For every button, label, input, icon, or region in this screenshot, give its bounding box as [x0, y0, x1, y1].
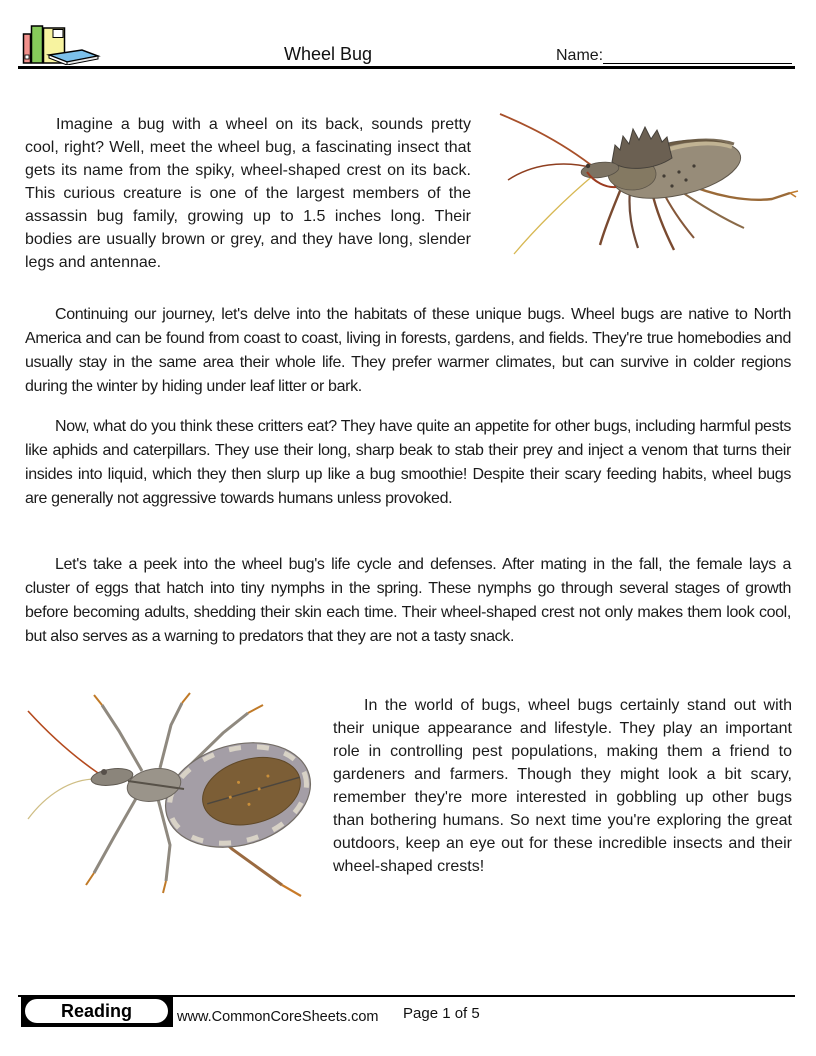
wheel-bug-side-photo	[494, 98, 800, 258]
header-divider	[18, 66, 795, 69]
paragraph-diet: Now, what do you think these critters eat? They have quite an appetite for other bugs, including harmful pests like aphids and caterpillars. They use their long, sharp beak to stab their prey and inject a venom that turns their insides into liquid, which they then slurp up like a bug smoothie! Despite their scary feeding habits, wheel bugs are generally not aggressive towards humans unless provoked.	[25, 418, 791, 507]
paragraph-intro: Imagine a bug with a wheel on its back, sounds pretty cool, right? Well, meet the wheel bug, a fascinating insect that gets its name from the spiky, wheel-shaped crest on its back. This curious creature is one of the largest members of the assassin bug family, growing up to 1.5 inches long. Their bodies are usually brown or grey, and they have long, slender legs and antennae.	[25, 116, 471, 271]
name-write-line	[603, 63, 792, 64]
paragraph-habitat: Continuing our journey, let's delve into the habitats of these unique bugs. Wheel bugs are native to North America and can be found from coast to coast, living in forests, gardens, and fields. They're true homebodies and usually stay in the same area their whole life. They prefer warmer climates, but can survive in colder regions during the winter by hiding under leaf litter or bark.	[25, 306, 791, 395]
reading-badge	[21, 996, 173, 1027]
paragraph-conclusion: In the world of bugs, wheel bugs certainly stand out with their unique appearance and lifestyle. They play an important role in controlling pest populations, making them a friend to gardeners and farmers. Though they might look a bit scary, remember they're more interested in gobbling up other bugs than bothering humans. So next time you're exploring the great outdoors, keep an eye out for these incredible insects and their wheel-shaped crests!	[333, 697, 792, 875]
reading-badge-label: Reading	[25, 999, 168, 1023]
page-title: Wheel Bug	[283, 44, 373, 64]
website-text: www.CommonCoreSheets.com	[177, 1009, 379, 1025]
paragraph-lifecycle: Let's take a peek into the wheel bug's life cycle and defenses. After mating in the fall, the female lays a cluster of eggs that hatch into tiny nymphs in the spring. These nymphs go through several stages of growth before becoming adults, shedding their skin each time. Their wheel-shaped crest not only makes them look cool, but also serves as a warning to predators that they are not a tasty snack.	[25, 556, 791, 645]
name-label: Name:	[556, 47, 604, 64]
page-number: Page 1 of 5	[403, 1005, 480, 1022]
books-logo-icon	[22, 13, 102, 65]
wheel-bug-top-photo	[20, 683, 320, 905]
